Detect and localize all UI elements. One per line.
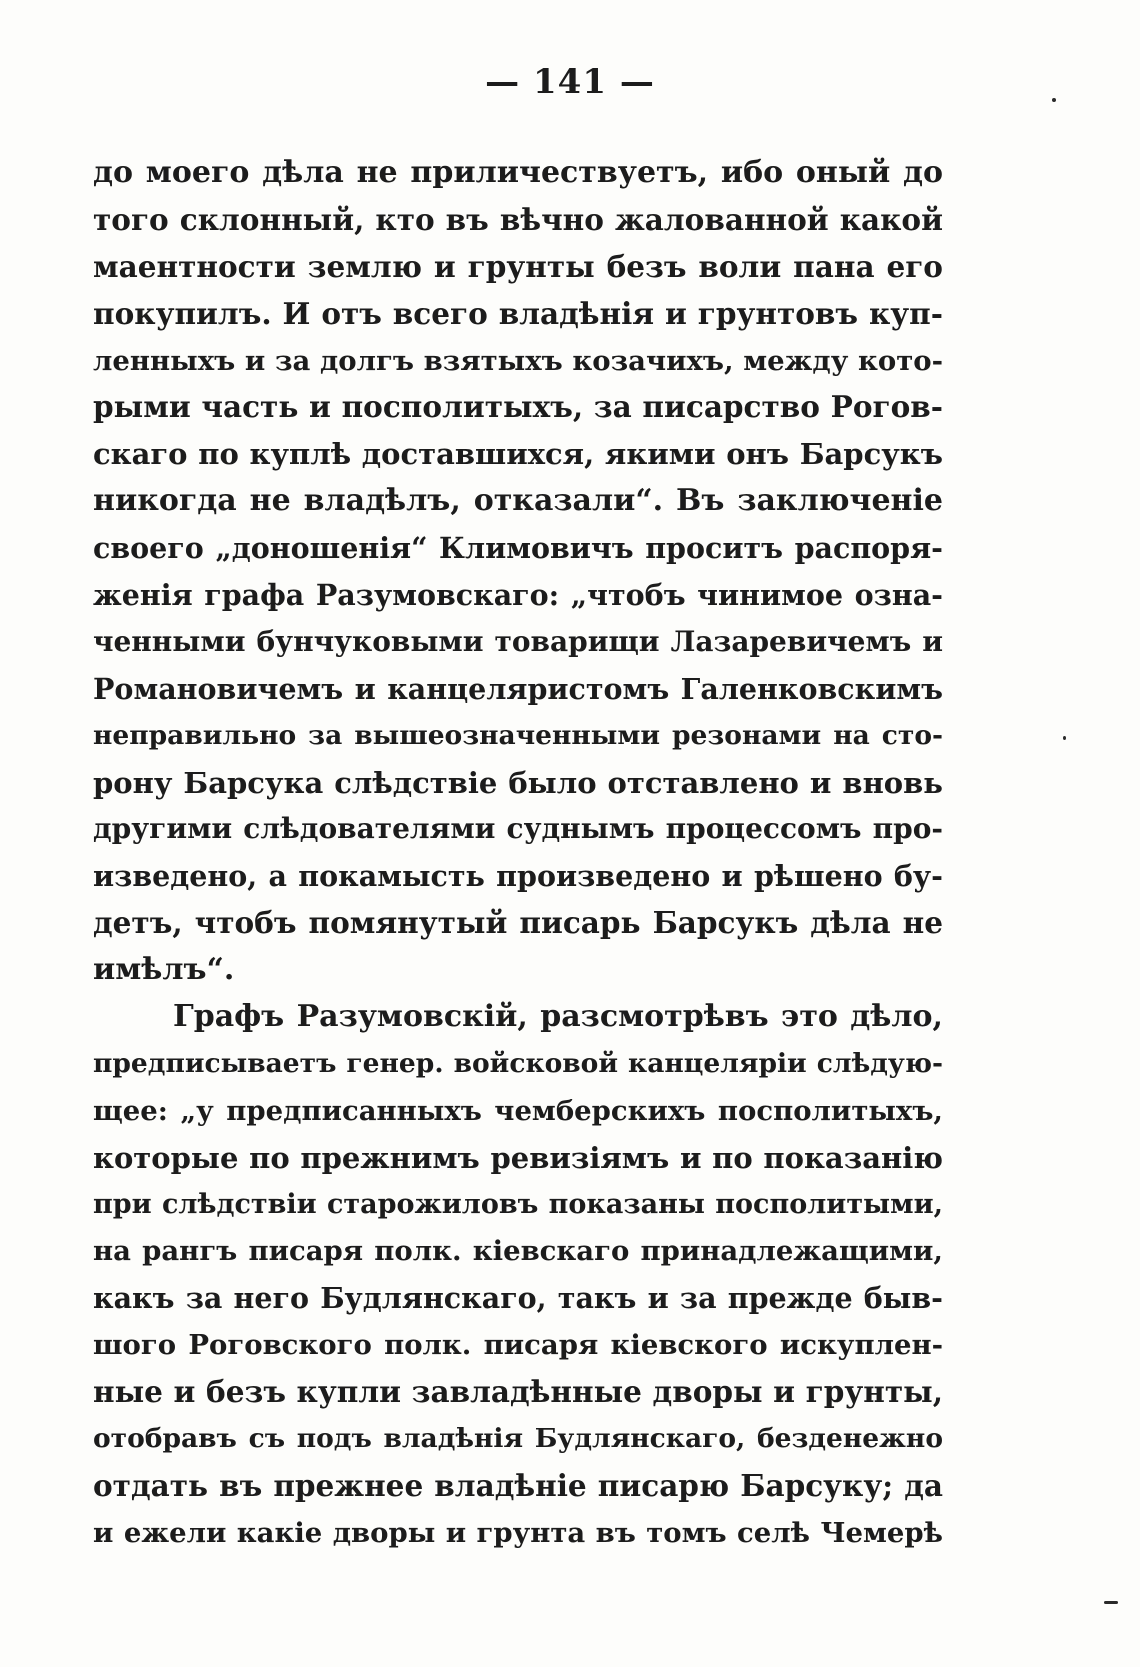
text-line: которые по прежнимъ ревизіямъ и по показанію — [93, 1140, 943, 1175]
paragraph-first-line: Графъ Разумовскій, разсмотрѣвъ это дѣло, — [173, 999, 943, 1035]
paragraph-end-line: имѣлъ“. — [93, 952, 235, 988]
text-line: изведено, а покамысть произведено и рѣшено бу- — [93, 859, 943, 894]
scan-speck — [1052, 98, 1056, 102]
text-line: отдать въ прежнее владѣніе писарю Барсуку; да — [93, 1467, 943, 1503]
text-line: маентности землю и грунты безъ воли пана его — [93, 248, 943, 284]
text-line: предписываетъ генер. войсковой канцеляріи слѣдую- — [93, 1047, 943, 1079]
text-line: до моего дѣла не приличествуетъ, ибо оный до — [93, 155, 943, 190]
text-line: рону Барсука слѣдствіе было отставлено и вновь — [93, 765, 943, 800]
text-line: щее: „у предписанныхъ чемберскихъ посполитыхъ, — [93, 1094, 943, 1127]
text-line: ченными бунчуковыми товарищи Лазаревичемъ и — [93, 624, 943, 658]
text-line: ленныхъ и за долгъ взятыхъ козачихъ, между кото- — [93, 344, 943, 377]
text-line: и ежели какіе дворы и грунта въ томъ селѣ Чемерѣ — [93, 1516, 943, 1549]
text-line: неправильно за вышеозначенными резонами на сто- — [93, 719, 943, 751]
text-line: покупилъ. И отъ всего владѣнія и грунтовъ куп- — [93, 295, 943, 331]
text-line: ные и безъ купли завладѣнные дворы и грунты, — [93, 1374, 943, 1410]
text-line: какъ за него Будлянскаго, такъ и за прежде быв- — [93, 1281, 943, 1316]
text-line: шого Роговского полк. писаря кіевского искуплен- — [93, 1329, 943, 1362]
text-line: на рангъ писаря полк. кіевскаго принадлежащими, — [93, 1235, 943, 1268]
text-line: при слѣдствіи старожиловъ показаны посполитыми, — [93, 1188, 943, 1220]
text-line: женія графа Разумовскаго: „чтобъ чинимое озна- — [93, 578, 943, 613]
text-line: скаго по куплѣ доставшихся, якими онъ Барсукъ — [93, 437, 943, 472]
text-line: Романовичемъ и канцеляристомъ Галенковскимъ — [93, 671, 943, 706]
page-number: — 141 — — [485, 62, 655, 102]
text-line: другими слѣдователями суднымъ процессомъ про- — [93, 812, 943, 846]
text-line: своего „доношенія“ Климовичъ проситъ распоря- — [93, 531, 943, 566]
scan-speck — [1063, 736, 1066, 740]
text-line: никогда не владѣлъ, отказали“. Въ заключеніе — [93, 483, 943, 519]
text-line: того склонный, кто въ вѣчно жалованной какой — [93, 201, 943, 237]
body-text — [93, 150, 943, 1557]
scan-speck — [1104, 1601, 1118, 1604]
text-line: отобравъ съ подъ владѣнія Будлянскаго, безденежно — [93, 1423, 943, 1455]
text-line: детъ, чтобъ помянутый писарь Барсукъ дѣла не — [93, 905, 943, 941]
text-line: рыми часть и посполитыхъ, за писарство Рогов- — [93, 389, 943, 425]
